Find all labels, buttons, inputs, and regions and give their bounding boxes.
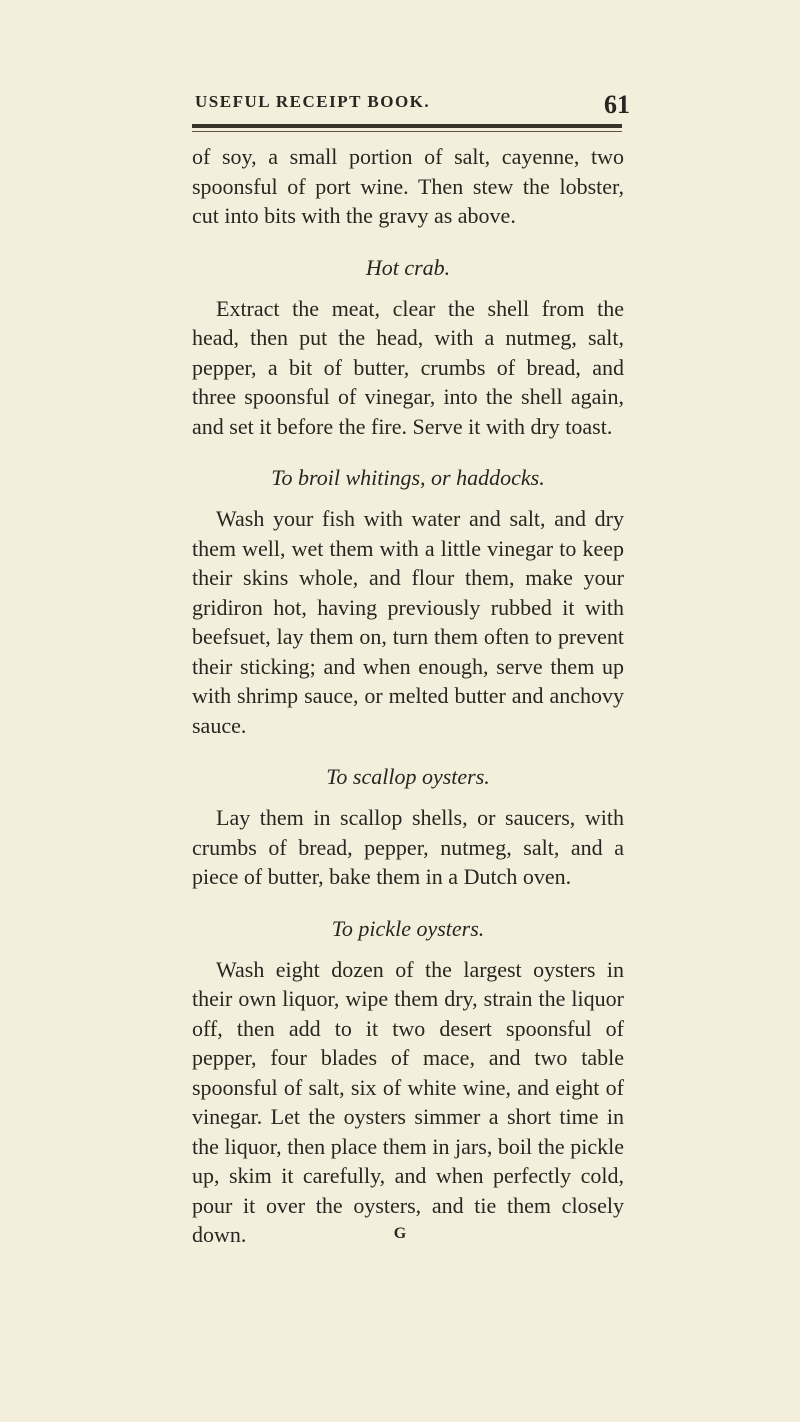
recipe-text-scallop-oysters: Lay them in scallop shells, or saucers, with crumbs of bread, pepper, nutmeg, salt, and a piece of butter, bake them in a Dutch oven.	[192, 805, 624, 889]
recipe-text-pickle-oysters: Wash eight dozen of the largest oysters in their own liquor, wipe them dry, strain the liquor off, then add to it two desert spoonsful of pepper, four blades of mace, and two table spoonsful of salt, six of white wine, and eight of vinegar. Let the oysters simmer a short time in the liquor, then place them in jars, boil the pickle up, skim it carefully, and when perfectly cold, pour it over the oysters, and tie them closely down.	[192, 956, 624, 1247]
recipe-text-broil-whitings: Wash your fish with water and salt, and dry them well, wet them with a little vinegar to keep their skins whole, and flour them, make your gridiron hot, having previously rubbed it with beefsuet, lay them on, turn them often to prevent their sticking; and when enough, serve them up with shrimp sauce, or melted butter and anchovy sauce.	[192, 506, 624, 738]
recipe-text-hot-crab: Extract the meat, clear the shell from the head, then put the head, with a nutmeg, salt, pepper, a bit of butter, crumbs of bread, and three spoonsful of vinegar, into the shell again, and set it before the fire. Serve it with dry toast.	[192, 295, 624, 439]
recipe-heading-broil-whitings: To broil whitings, or haddocks.	[271, 465, 545, 490]
recipe-heading-scallop-oysters: To scallop oysters.	[326, 764, 490, 789]
header-rule	[192, 124, 622, 128]
signature-mark: G	[393, 1225, 407, 1242]
page-number: 61	[604, 90, 630, 119]
recipe-heading-hot-crab: Hot crab.	[365, 254, 451, 280]
page-body	[192, 142, 624, 1250]
header-rule-thin	[192, 131, 622, 132]
running-title: USEFUL RECEIPT BOOK.	[195, 92, 431, 111]
continuation-paragraph: of soy, a small portion of salt, cayenne, two spoonsful of port wine. Then stew the lobster, cut into bits with the gravy as above.	[192, 144, 624, 228]
recipe-heading-pickle-oysters: To pickle oysters.	[331, 915, 485, 941]
